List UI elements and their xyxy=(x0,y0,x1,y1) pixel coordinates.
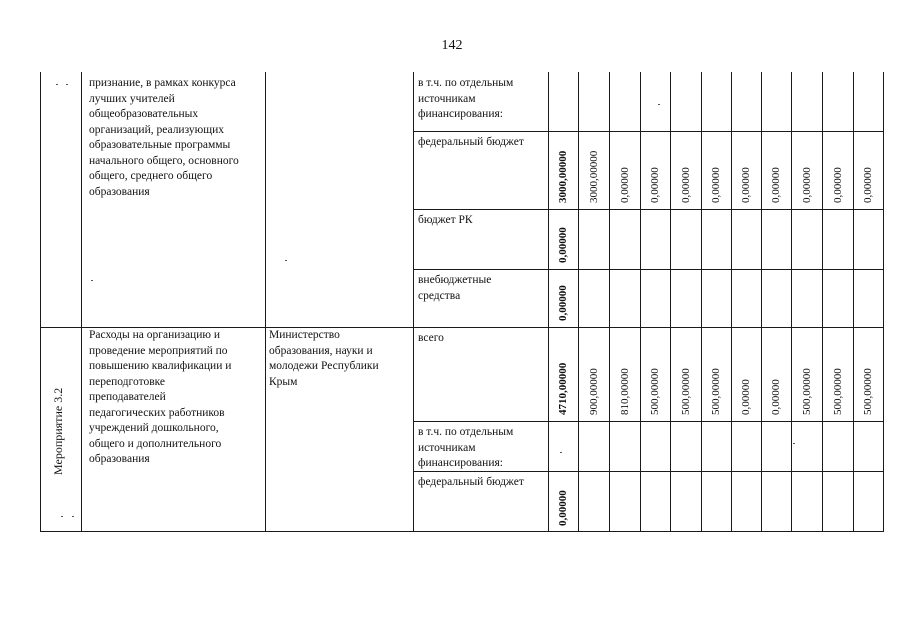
page-number: 142 xyxy=(441,38,463,53)
amount-cell: 3000,00000 xyxy=(588,150,600,203)
source-label: всего xyxy=(418,332,444,344)
column-border xyxy=(761,72,762,532)
column-border xyxy=(578,72,579,532)
amount-cell: 0,00000 xyxy=(862,167,874,203)
source-label: федеральный бюджет xyxy=(418,476,524,488)
column-border xyxy=(265,72,266,532)
amount-cell: 0,00000 xyxy=(680,167,692,203)
row-border xyxy=(413,421,884,422)
amount-cell: 900,00000 xyxy=(588,368,600,415)
amount-cell: 500,00000 xyxy=(649,368,661,415)
source-label: бюджет РК xyxy=(418,214,473,226)
row-border xyxy=(413,131,884,132)
column-border xyxy=(81,72,82,532)
source-label: в т.ч. по отдельным источникам финансирования: xyxy=(418,77,514,120)
scan-speck xyxy=(66,84,68,85)
amount-cell: 0,00000 xyxy=(770,379,782,415)
amount-cell: 500,00000 xyxy=(710,368,722,415)
scan-speck xyxy=(61,516,63,517)
column-border xyxy=(701,72,702,532)
section-label: Мероприятие 3.2 xyxy=(51,387,65,475)
column-border xyxy=(670,72,671,532)
amount-cell: 500,00000 xyxy=(832,368,844,415)
source-label: федеральный бюджет xyxy=(418,136,524,148)
column-border xyxy=(548,72,549,532)
amount-cell: 4710,00000 xyxy=(557,362,569,415)
scan-speck xyxy=(285,260,287,261)
source-label: в т.ч. по отдельным источникам финансирования: xyxy=(418,426,514,469)
row-border xyxy=(413,209,884,210)
column-border xyxy=(731,72,732,532)
amount-cell: 500,00000 xyxy=(801,368,813,415)
amount-cell: 3000,00000 xyxy=(557,150,569,203)
column-border xyxy=(413,72,414,532)
continued-row-description: признание, в рамках конкурса лучших учителей общеобразовательных организаций, реализующих образовательные программы начального общего, основного общего, среднего общего образования xyxy=(89,77,239,198)
column-border xyxy=(883,72,884,532)
amount-cell: 0,00000 xyxy=(740,379,752,415)
column-border xyxy=(853,72,854,532)
column-border xyxy=(40,72,41,532)
scan-speck xyxy=(91,280,93,281)
amount-cell: 0,00000 xyxy=(649,167,661,203)
amount-cell: 810,00000 xyxy=(619,368,631,415)
amount-cell: 0,00000 xyxy=(801,167,813,203)
amount-cell: 0,00000 xyxy=(557,285,569,321)
table-bottom-border xyxy=(40,531,884,532)
source-label: внебюджетные средства xyxy=(418,274,492,302)
amount-cell: 0,00000 xyxy=(740,167,752,203)
amount-cell: 0,00000 xyxy=(770,167,782,203)
amount-cell: 500,00000 xyxy=(862,368,874,415)
amount-cell: 0,00000 xyxy=(832,167,844,203)
scan-speck xyxy=(560,452,562,453)
amount-cell: 0,00000 xyxy=(619,167,631,203)
scan-speck xyxy=(56,84,58,85)
scan-speck xyxy=(72,516,74,517)
row-border xyxy=(413,269,884,270)
column-border xyxy=(640,72,641,532)
column-border xyxy=(609,72,610,532)
amount-cell: 0,00000 xyxy=(557,490,569,526)
amount-cell: 0,00000 xyxy=(710,167,722,203)
amount-cell: 0,00000 xyxy=(557,227,569,263)
measure-row-description: Расходы на организацию и проведение мероприятий по повышению квалификации и переподготовке преподавателей педагогических работников учреждений дошкольного, общего и дополнительного образования xyxy=(89,329,232,465)
scan-speck xyxy=(793,443,795,444)
amount-cell: 500,00000 xyxy=(680,368,692,415)
column-border xyxy=(791,72,792,532)
scan-speck xyxy=(658,104,660,105)
column-border xyxy=(822,72,823,532)
measure-row-executor: Министерство образования, науки и молодежи Республики Крым xyxy=(269,329,379,388)
